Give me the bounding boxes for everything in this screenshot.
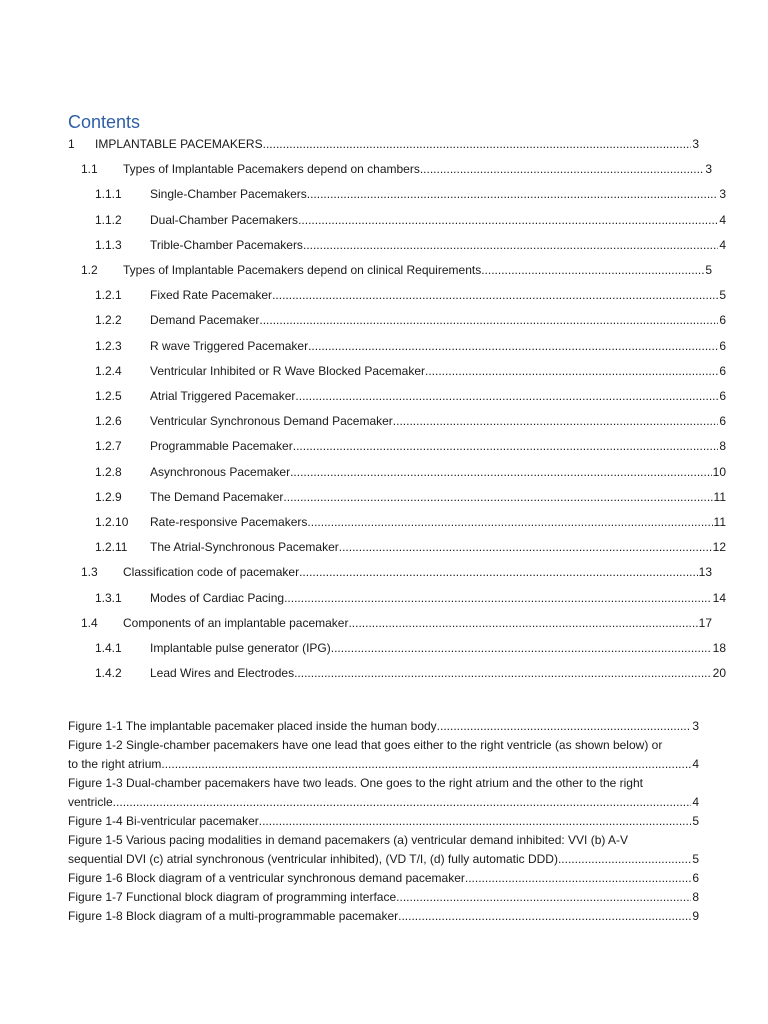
toc-entry-number: 1.1	[81, 162, 98, 177]
toc-entry[interactable]	[68, 336, 726, 356]
toc-entry-title: Asynchronous Pacemaker	[150, 464, 291, 479]
toc-entry[interactable]	[68, 361, 726, 381]
dot-leader	[263, 134, 692, 154]
dot-leader	[272, 285, 718, 305]
toc-entry-page: 12	[712, 540, 726, 555]
toc-entry-number: 1.2.2	[95, 313, 122, 328]
toc-entry-number: 1.3.1	[95, 590, 122, 605]
toc-entry-number: 1.2.3	[95, 338, 122, 353]
toc-entry-number: 1.3	[81, 565, 98, 580]
toc-entry[interactable]	[68, 436, 726, 456]
dot-leader	[308, 336, 718, 356]
dot-leader	[116, 793, 691, 812]
figure-entry-title: to the right atrium.	[68, 757, 165, 771]
toc-entry-page: 17	[698, 615, 712, 630]
toc-entry-page: 6	[719, 313, 726, 328]
dot-leader	[420, 159, 704, 179]
dot-leader	[396, 888, 691, 907]
toc-entry-page: 10	[712, 464, 726, 479]
toc-entry[interactable]	[68, 159, 712, 179]
dot-leader	[398, 907, 691, 926]
dot-leader	[465, 869, 691, 888]
dot-leader	[298, 210, 718, 230]
dot-leader	[295, 386, 718, 406]
toc-entry-page: 5	[719, 288, 726, 303]
toc-entry-title: Dual-Chamber Pacemakers	[150, 212, 299, 227]
toc-entry-page: 4	[719, 237, 726, 252]
figure-entry[interactable]	[68, 888, 699, 907]
toc-entry-title: Implantable pulse generator (IPG)	[150, 641, 331, 655]
toc-entry-number: 1.1.3	[95, 237, 122, 252]
toc-entry-title: Ventricular Synchronous Demand Pacemaker	[150, 414, 393, 429]
toc-entry-number: 1.1.1	[95, 187, 122, 202]
toc-entry-number: 1.4	[81, 615, 98, 630]
figure-entry-title: Figure 1-1 The implantable pacemaker placed inside the human body	[68, 719, 437, 733]
toc-entry[interactable]	[68, 562, 712, 582]
toc-entry-title: Programmable Pacemaker	[150, 439, 293, 454]
dot-leader	[259, 310, 718, 330]
toc-entry-number: 1	[68, 137, 75, 151]
toc-entry-number: 1.1.2	[95, 212, 122, 227]
toc-entry[interactable]	[68, 663, 726, 683]
figure-entry-title: ventricle.	[68, 795, 117, 809]
toc-entry-title: Classification code of pacemaker	[123, 565, 300, 580]
toc-entry-number: 1.2.11	[95, 540, 128, 555]
toc-entry-number: 1.2.8	[95, 464, 122, 479]
toc-entry-title: Types of Implantable Pacemakers depend on chambers	[123, 162, 420, 177]
toc-entry[interactable]	[68, 638, 726, 658]
toc-entry-page: 3	[705, 162, 712, 177]
dot-leader	[294, 663, 712, 683]
dot-leader	[348, 613, 697, 633]
toc-entry[interactable]	[68, 613, 712, 633]
toc-entry-page: 20	[712, 666, 726, 681]
toc-entry[interactable]	[68, 487, 726, 507]
figure-entry-title: Figure 1-3 Dual-chamber pacemakers have two leads. One goes to the right atrium and the other to the right	[68, 776, 643, 790]
toc-entry-page: 6	[719, 363, 726, 378]
toc-entry-number: 1.2.7	[95, 439, 122, 454]
figure-entry[interactable]	[68, 869, 699, 888]
dot-leader	[307, 512, 712, 532]
toc-entry-title: Demand Pacemaker	[150, 313, 260, 328]
toc-entry-number: 1.2.1	[95, 288, 122, 303]
dot-leader	[165, 755, 692, 774]
toc-entry-page: 6	[719, 338, 726, 353]
toc-entry[interactable]	[68, 512, 726, 532]
dot-leader	[339, 537, 712, 557]
toc-entry[interactable]	[68, 310, 726, 330]
toc-entry-title: The Demand Pacemaker	[150, 489, 284, 504]
toc-entry-title: Atrial Triggered Pacemaker	[150, 389, 296, 403]
figure-entry[interactable]	[68, 907, 699, 926]
dot-leader	[558, 850, 691, 869]
toc-entry-title: The Atrial-Synchronous Pacemaker	[150, 540, 339, 555]
toc-entry-page: 14	[712, 590, 726, 605]
toc-entry[interactable]	[68, 411, 726, 431]
toc-entry[interactable]	[68, 386, 726, 406]
figure-entry-page: 9	[692, 909, 699, 923]
toc-entry-page: 18	[712, 641, 726, 655]
toc-entry-number: 1.2	[81, 263, 98, 277]
toc-entry-page: 6	[719, 389, 726, 403]
figure-entry[interactable]	[68, 717, 699, 736]
dot-leader	[303, 235, 718, 255]
figure-entry-page: 5	[692, 852, 699, 866]
toc-entry[interactable]	[68, 184, 726, 204]
figure-entry-page: 4	[692, 757, 699, 771]
figure-entry[interactable]	[68, 736, 699, 774]
contents-heading: Contents	[68, 112, 141, 132]
toc-entry-page: 13	[698, 565, 712, 580]
dot-leader	[259, 812, 692, 831]
toc-entry-title: Fixed Rate Pacemaker	[150, 288, 273, 303]
toc-entry-title: Ventricular Inhibited or R Wave Blocked Pacemaker	[150, 363, 426, 378]
figure-entry-title: Figure 1-6 Block diagram of a ventricular synchronous demand pacemaker	[68, 871, 465, 885]
toc-entry[interactable]	[68, 462, 726, 482]
toc-entry-number: 1.2.5	[95, 389, 122, 403]
figure-entry-title: Figure 1-8 Block diagram of a multi-programmable pacemaker	[68, 909, 399, 923]
toc-entry-page: 3	[692, 137, 699, 151]
dot-leader	[283, 487, 712, 507]
toc-entry-title: Types of Implantable Pacemakers depend on clinical Requirements	[123, 263, 482, 277]
toc-entry[interactable]	[68, 588, 726, 608]
toc-entry-title: Trible-Chamber Pacemakers	[150, 237, 303, 252]
toc-entry[interactable]	[68, 134, 699, 154]
figure-entry-page: 6	[692, 871, 699, 885]
figure-entry-title: Figure 1-5 Various pacing modalities in demand pacemakers (a) ventricular demand inhibited: VVI (b) A-V	[68, 833, 629, 847]
toc-entry-title: Components of an implantable pacemaker	[123, 615, 349, 630]
toc-entry-page: 11	[713, 489, 726, 504]
figure-entry-page: 5	[692, 814, 699, 828]
figure-entry-title: Figure 1-4 Bi-ventricular pacemaker	[68, 814, 259, 828]
toc-entry-title: Single-Chamber Pacemakers	[150, 187, 307, 202]
toc-entry-title: R wave Triggered Pacemaker	[150, 338, 309, 353]
toc-entry-title: Modes of Cardiac Pacing	[150, 590, 285, 605]
figure-entry-title: sequential DVI (c) atrial synchronous (ventricular inhibited), (VD T/I, (d) fully automatic DDD)	[68, 852, 558, 866]
toc-entry-title: Lead Wires and Electrodes	[150, 666, 295, 681]
toc-entry-number: 1.2.9	[95, 489, 122, 504]
toc-entry-page: 8	[719, 439, 726, 454]
toc-entry-page: 6	[719, 414, 726, 429]
toc-entry[interactable]	[68, 260, 712, 280]
toc-entry-title: IMPLANTABLE PACEMAKERS	[95, 137, 263, 151]
toc-entry-page: 4	[719, 212, 726, 227]
toc-entry-number: 1.4.1	[95, 641, 122, 655]
toc-entry-number: 1.2.4	[95, 363, 122, 378]
toc-entry-number: 1.2.6	[95, 414, 122, 429]
toc-entry[interactable]	[68, 210, 726, 230]
dot-leader	[284, 588, 712, 608]
toc-entry-page: 11	[713, 515, 726, 529]
toc-entry-title: Rate-responsive Pacemakers	[150, 515, 308, 529]
toc-entry-number: 1.4.2	[95, 666, 122, 681]
toc-entry[interactable]	[68, 537, 726, 557]
figure-entry-title: Figure 1-7 Functional block diagram of programming interface	[68, 890, 397, 904]
dot-leader	[481, 260, 704, 280]
dot-leader	[437, 717, 692, 736]
dot-leader	[290, 462, 712, 482]
dot-leader	[299, 562, 698, 582]
figure-entry-page: 8	[692, 890, 699, 904]
toc-entry-page: 3	[719, 187, 726, 202]
toc-entry[interactable]	[68, 235, 726, 255]
figure-entry[interactable]	[68, 812, 699, 831]
figure-entry-title: Figure 1-2 Single-chamber pacemakers have one lead that goes either to the right ventricle (as shown below) or	[68, 738, 663, 752]
toc-entry-page: 5	[705, 263, 712, 277]
figure-entry[interactable]	[68, 774, 699, 812]
toc-entry[interactable]	[68, 285, 726, 305]
figure-entry-page: 3	[692, 719, 699, 733]
dot-leader	[293, 436, 719, 456]
dot-leader	[331, 638, 712, 658]
dot-leader	[425, 361, 718, 381]
dot-leader	[307, 184, 719, 204]
figure-entry-page: 4	[692, 795, 699, 809]
dot-leader	[393, 411, 719, 431]
figure-entry[interactable]	[68, 831, 699, 869]
toc-entry-number: 1.2.10	[95, 515, 129, 529]
